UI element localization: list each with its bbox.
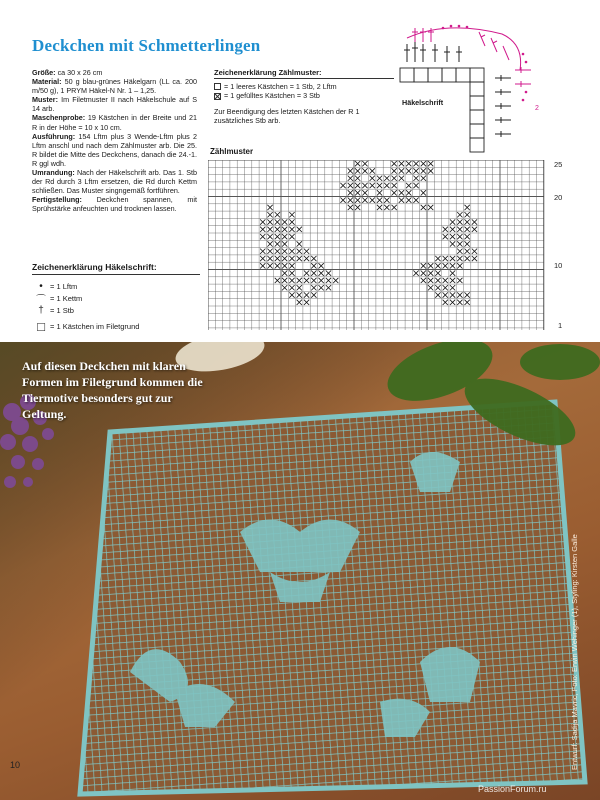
page-title: Deckchen mit Schmetterlingen [32, 36, 261, 55]
photo-caption: Auf diesen Deckchen mit klaren Formen im Filetgrund kommen die Tiermotive besonders gut zur Geltung. [22, 359, 203, 421]
filled-box-icon [214, 93, 221, 100]
row-label-10: 10 [554, 261, 563, 270]
legend-item: □ = 1 Kästchen im Filetgrund [32, 320, 200, 332]
instruction-execution: Ausführung: 154 Lftm plus 3 Wende-Lftm plus 2 Lftm anschl und nach dem Zählmuster arb. Die 25. R bildet die Mitte des Deckchens, danach die 24.-1. R ggl wdh. [32, 131, 197, 168]
page-number: 10 [10, 760, 21, 770]
instruction-material: Material: 50 g blau-grünes Häkelgarn (LL ca. 200 m/50 g), 1 PRYM Häkel-N Nr. 1 – 1,25. [32, 77, 197, 96]
instruction-pattern: Muster: Im Filetmuster II nach Häkelschule auf S 14 arb. [32, 95, 197, 114]
slip-stitch-icon: ⌒ [36, 294, 46, 306]
instruction-size: Größe: ca 30 x 26 cm [32, 68, 103, 77]
legend-empty-box: = 1 leeres Kästchen = 1 Stb, 2 Lftm [214, 82, 394, 91]
legend-item: † = 1 Stb [32, 304, 200, 316]
instruction-finishing: Fertigstellung: Deckchen spannen, mit Sprühstärke anfeuchten und trocknen lassen. [32, 195, 197, 214]
photo-credit: Entwurf: Sadija Mavric, Foto: Erwin Wehinger (1), Styling: Kirsten Galle [570, 534, 579, 770]
crochet-diagram [395, 18, 545, 158]
legend-item: ⌒ = 1 Kettm [32, 292, 200, 304]
double-crochet-icon: † [38, 304, 44, 316]
watermark: PassionForum.ru [478, 784, 547, 794]
crochet-legend-heading: Zeichenerklärung Häkelschrift: [32, 262, 200, 275]
row-label-25: 25 [554, 160, 563, 169]
row-label-1: 1 [558, 321, 563, 330]
doily-photo [0, 342, 600, 800]
instruction-border: Umrandung: Nach der Häkelschrift arb. Das 1. Stb der Rd durch 3 Lftm ersetzen, die Rd durch Kettm schließen. Das Muster singngemäß fortführen. [32, 168, 197, 196]
filet-chart [208, 160, 548, 330]
chart-note: Zur Beendigung des letzten Kästchen der R 1 zusätzliches Stb arb. [214, 106, 360, 125]
empty-box-icon [214, 83, 221, 90]
chart-label: Zählmuster [210, 147, 254, 156]
crochet-diagram-label: Häkelschrift [402, 98, 444, 107]
chain-icon: • [39, 280, 43, 292]
row-label-20: 20 [554, 193, 563, 202]
crochet-legend [32, 262, 200, 332]
legend-filled-box: = 1 gefülltes Kästchen = 3 Stb [214, 91, 394, 100]
chart-legend [214, 68, 394, 125]
chart-legend-heading: Zeichenerklärung Zählmuster: [214, 68, 394, 79]
legend-item: • = 1 Lftm [32, 280, 200, 292]
filet-square-icon: □ [37, 318, 45, 334]
instruction-gauge: Maschenprobe: 19 Kästchen in der Breite und 21 R in der Höhe = 10 x 10 cm. [32, 113, 197, 132]
instructions-column [32, 68, 197, 214]
diagram-number: 2 [535, 105, 539, 112]
